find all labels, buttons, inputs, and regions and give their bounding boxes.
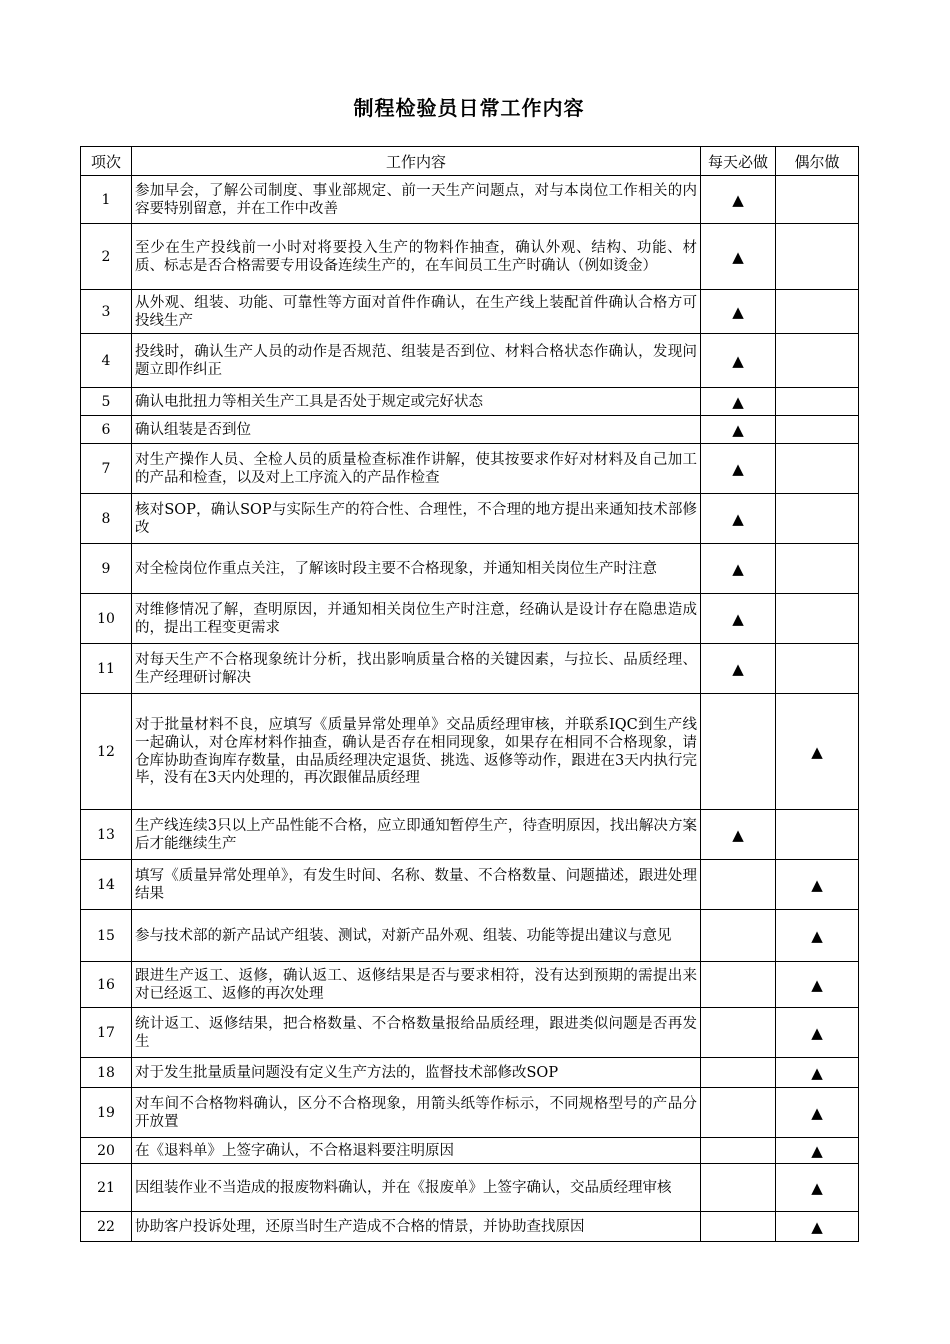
occasional-cell (776, 444, 859, 494)
row-index: 1 (81, 176, 132, 224)
triangle-mark-icon: ▲ (811, 1063, 823, 1082)
row-content: 填写《质量异常处理单》，有发生时间、名称、数量、不合格数量、问题描述，跟进处理结果 (132, 860, 701, 910)
occasional-cell (776, 1008, 859, 1058)
daily-cell (701, 1164, 776, 1212)
triangle-mark-icon: ▲ (732, 420, 744, 439)
row-content: 投线时，确认生产人员的动作是否规范、组装是否到位、材料合格状态作确认，发现问题立即作纠正 (132, 334, 701, 388)
daily-cell (701, 910, 776, 962)
triangle-mark-icon: ▲ (811, 1178, 823, 1197)
daily-cell (701, 1138, 776, 1164)
daily-cell (701, 810, 776, 860)
row-content: 对维修情况了解，查明原因，并通知相关岗位生产时注意，经确认是设计存在隐患造成的，提出工程变更需求 (132, 594, 701, 644)
row-content: 对于发生批量质量问题没有定义生产方法的，监督技术部修改SOP (132, 1058, 701, 1088)
daily-cell (701, 224, 776, 290)
triangle-mark-icon: ▲ (811, 1103, 823, 1122)
occasional-cell (776, 1212, 859, 1242)
table-row (81, 1008, 859, 1058)
triangle-mark-icon: ▲ (732, 609, 744, 628)
occasional-cell (776, 1058, 859, 1088)
row-index: 3 (81, 290, 132, 334)
row-index: 22 (81, 1212, 132, 1242)
triangle-mark-icon: ▲ (811, 926, 823, 945)
triangle-mark-icon: ▲ (732, 459, 744, 478)
daily-cell (701, 1212, 776, 1242)
occasional-cell (776, 494, 859, 544)
occasional-cell (776, 910, 859, 962)
row-content: 对生产操作人员、全检人员的质量检查标准作讲解，使其按要求作好对材料及自己加工的产品和检查，以及对上工序流入的产品作检查 (132, 444, 701, 494)
daily-cell (701, 176, 776, 224)
triangle-mark-icon: ▲ (732, 559, 744, 578)
row-index: 13 (81, 810, 132, 860)
row-index: 6 (81, 416, 132, 444)
triangle-mark-icon: ▲ (732, 351, 744, 370)
daily-cell (701, 594, 776, 644)
row-index: 9 (81, 544, 132, 594)
table-body (81, 176, 859, 1242)
daily-cell (701, 1008, 776, 1058)
table-row (81, 544, 859, 594)
row-content: 生产线连续3只以上产品性能不合格，应立即通知暂停生产，待查明原因，找出解决方案后才能继续生产 (132, 810, 701, 860)
table-row (81, 334, 859, 388)
table-row (81, 388, 859, 416)
occasional-cell (776, 644, 859, 694)
row-content: 对于批量材料不良，应填写《质量异常处理单》交品质经理审核，并联系IQC到生产线一起确认，对仓库材料作抽查，确认是否存在相同现象，如果存在相同不合格现象，请仓库协助查询库存数量，由品质经理决定退货、挑选、返修等动作，跟进在3天内执行完毕，没有在3天内处理的，再次跟催品质经理 (132, 694, 701, 810)
row-index: 17 (81, 1008, 132, 1058)
daily-cell (701, 444, 776, 494)
row-index: 18 (81, 1058, 132, 1088)
daily-cell (701, 334, 776, 388)
triangle-mark-icon: ▲ (732, 302, 744, 321)
daily-cell (701, 694, 776, 810)
occasional-cell (776, 176, 859, 224)
row-content: 对每天生产不合格现象统计分析，找出影响质量合格的关键因素，与拉长、品质经理、生产经理研讨解决 (132, 644, 701, 694)
row-content: 确认电批扭力等相关生产工具是否处于规定或完好状态 (132, 388, 701, 416)
table-row (81, 594, 859, 644)
row-index: 15 (81, 910, 132, 962)
daily-cell (701, 1058, 776, 1088)
row-content: 从外观、组装、功能、可靠性等方面对首件作确认，在生产线上装配首件确认合格方可投线生产 (132, 290, 701, 334)
triangle-mark-icon: ▲ (811, 1023, 823, 1042)
daily-cell (701, 416, 776, 444)
triangle-mark-icon: ▲ (811, 1217, 823, 1236)
row-content: 在《退料单》上签字确认，不合格退料要注明原因 (132, 1138, 701, 1164)
row-content: 参与技术部的新产品试产组装、测试，对新产品外观、组装、功能等提出建议与意见 (132, 910, 701, 962)
daily-cell (701, 544, 776, 594)
occasional-cell (776, 544, 859, 594)
table-header-row (81, 147, 859, 176)
header-index: 项次 (81, 147, 132, 176)
daily-cell (701, 644, 776, 694)
row-index: 5 (81, 388, 132, 416)
daily-cell (701, 290, 776, 334)
daily-cell (701, 962, 776, 1008)
daily-cell (701, 494, 776, 544)
table-row (81, 860, 859, 910)
table-row (81, 1058, 859, 1088)
row-index: 7 (81, 444, 132, 494)
page-title: 制程检验员日常工作内容 (353, 96, 585, 120)
table-row (81, 1088, 859, 1138)
table-row (81, 494, 859, 544)
triangle-mark-icon: ▲ (732, 509, 744, 528)
occasional-cell (776, 860, 859, 910)
occasional-cell (776, 694, 859, 810)
header-content: 工作内容 (132, 147, 701, 176)
row-index: 21 (81, 1164, 132, 1212)
daily-cell (701, 860, 776, 910)
work-content-table (80, 146, 859, 1242)
occasional-cell (776, 962, 859, 1008)
table-row (81, 290, 859, 334)
row-content: 对全检岗位作重点关注，了解该时段主要不合格现象，并通知相关岗位生产时注意 (132, 544, 701, 594)
triangle-mark-icon: ▲ (811, 875, 823, 894)
table-row (81, 810, 859, 860)
row-index: 12 (81, 694, 132, 810)
row-content: 对车间不合格物料确认，区分不合格现象，用箭头纸等作标示，不同规格型号的产品分开放置 (132, 1088, 701, 1138)
row-content: 至少在生产投线前一小时对将要投入生产的物料作抽查，确认外观、结构、功能、材质、标志是否合格需要专用设备连续生产的，在车间员工生产时确认（例如烫金） (132, 224, 701, 290)
triangle-mark-icon: ▲ (732, 190, 744, 209)
table-row (81, 644, 859, 694)
table-row (81, 176, 859, 224)
row-index: 4 (81, 334, 132, 388)
row-index: 20 (81, 1138, 132, 1164)
row-content: 核对SOP，确认SOP与实际生产的符合性、合理性，不合理的地方提出来通知技术部修改 (132, 494, 701, 544)
table-row (81, 416, 859, 444)
row-index: 8 (81, 494, 132, 544)
row-content: 统计返工、返修结果，把合格数量、不合格数量报给品质经理，跟进类似问题是否再发生 (132, 1008, 701, 1058)
occasional-cell (776, 388, 859, 416)
table-row (81, 694, 859, 810)
triangle-mark-icon: ▲ (811, 1141, 823, 1160)
table-row (81, 962, 859, 1008)
occasional-cell (776, 416, 859, 444)
triangle-mark-icon: ▲ (732, 825, 744, 844)
triangle-mark-icon: ▲ (732, 247, 744, 266)
row-index: 16 (81, 962, 132, 1008)
table-row (81, 910, 859, 962)
triangle-mark-icon: ▲ (811, 975, 823, 994)
row-content: 因组装作业不当造成的报废物料确认，并在《报废单》上签字确认，交品质经理审核 (132, 1164, 701, 1212)
occasional-cell (776, 290, 859, 334)
occasional-cell (776, 224, 859, 290)
row-content: 跟进生产返工、返修，确认返工、返修结果是否与要求相符，没有达到预期的需提出来对已经返工、返修的再次处理 (132, 962, 701, 1008)
header-daily: 每天必做 (701, 147, 776, 176)
triangle-mark-icon: ▲ (732, 659, 744, 678)
row-index: 2 (81, 224, 132, 290)
occasional-cell (776, 1088, 859, 1138)
triangle-mark-icon: ▲ (732, 392, 744, 411)
header-occasional: 偶尔做 (776, 147, 859, 176)
occasional-cell (776, 1138, 859, 1164)
daily-cell (701, 388, 776, 416)
row-content: 确认组装是否到位 (132, 416, 701, 444)
table-row (81, 224, 859, 290)
row-index: 10 (81, 594, 132, 644)
table-row (81, 1212, 859, 1242)
table-row (81, 444, 859, 494)
occasional-cell (776, 334, 859, 388)
row-content: 参加早会，了解公司制度、事业部规定、前一天生产问题点，对与本岗位工作相关的内容要特别留意，并在工作中改善 (132, 176, 701, 224)
triangle-mark-icon: ▲ (811, 742, 823, 761)
daily-cell (701, 1088, 776, 1138)
occasional-cell (776, 810, 859, 860)
row-index: 19 (81, 1088, 132, 1138)
table-row (81, 1164, 859, 1212)
table-row (81, 1138, 859, 1164)
row-index: 14 (81, 860, 132, 910)
row-index: 11 (81, 644, 132, 694)
occasional-cell (776, 594, 859, 644)
row-content: 协助客户投诉处理，还原当时生产造成不合格的情景，并协助查找原因 (132, 1212, 701, 1242)
occasional-cell (776, 1164, 859, 1212)
